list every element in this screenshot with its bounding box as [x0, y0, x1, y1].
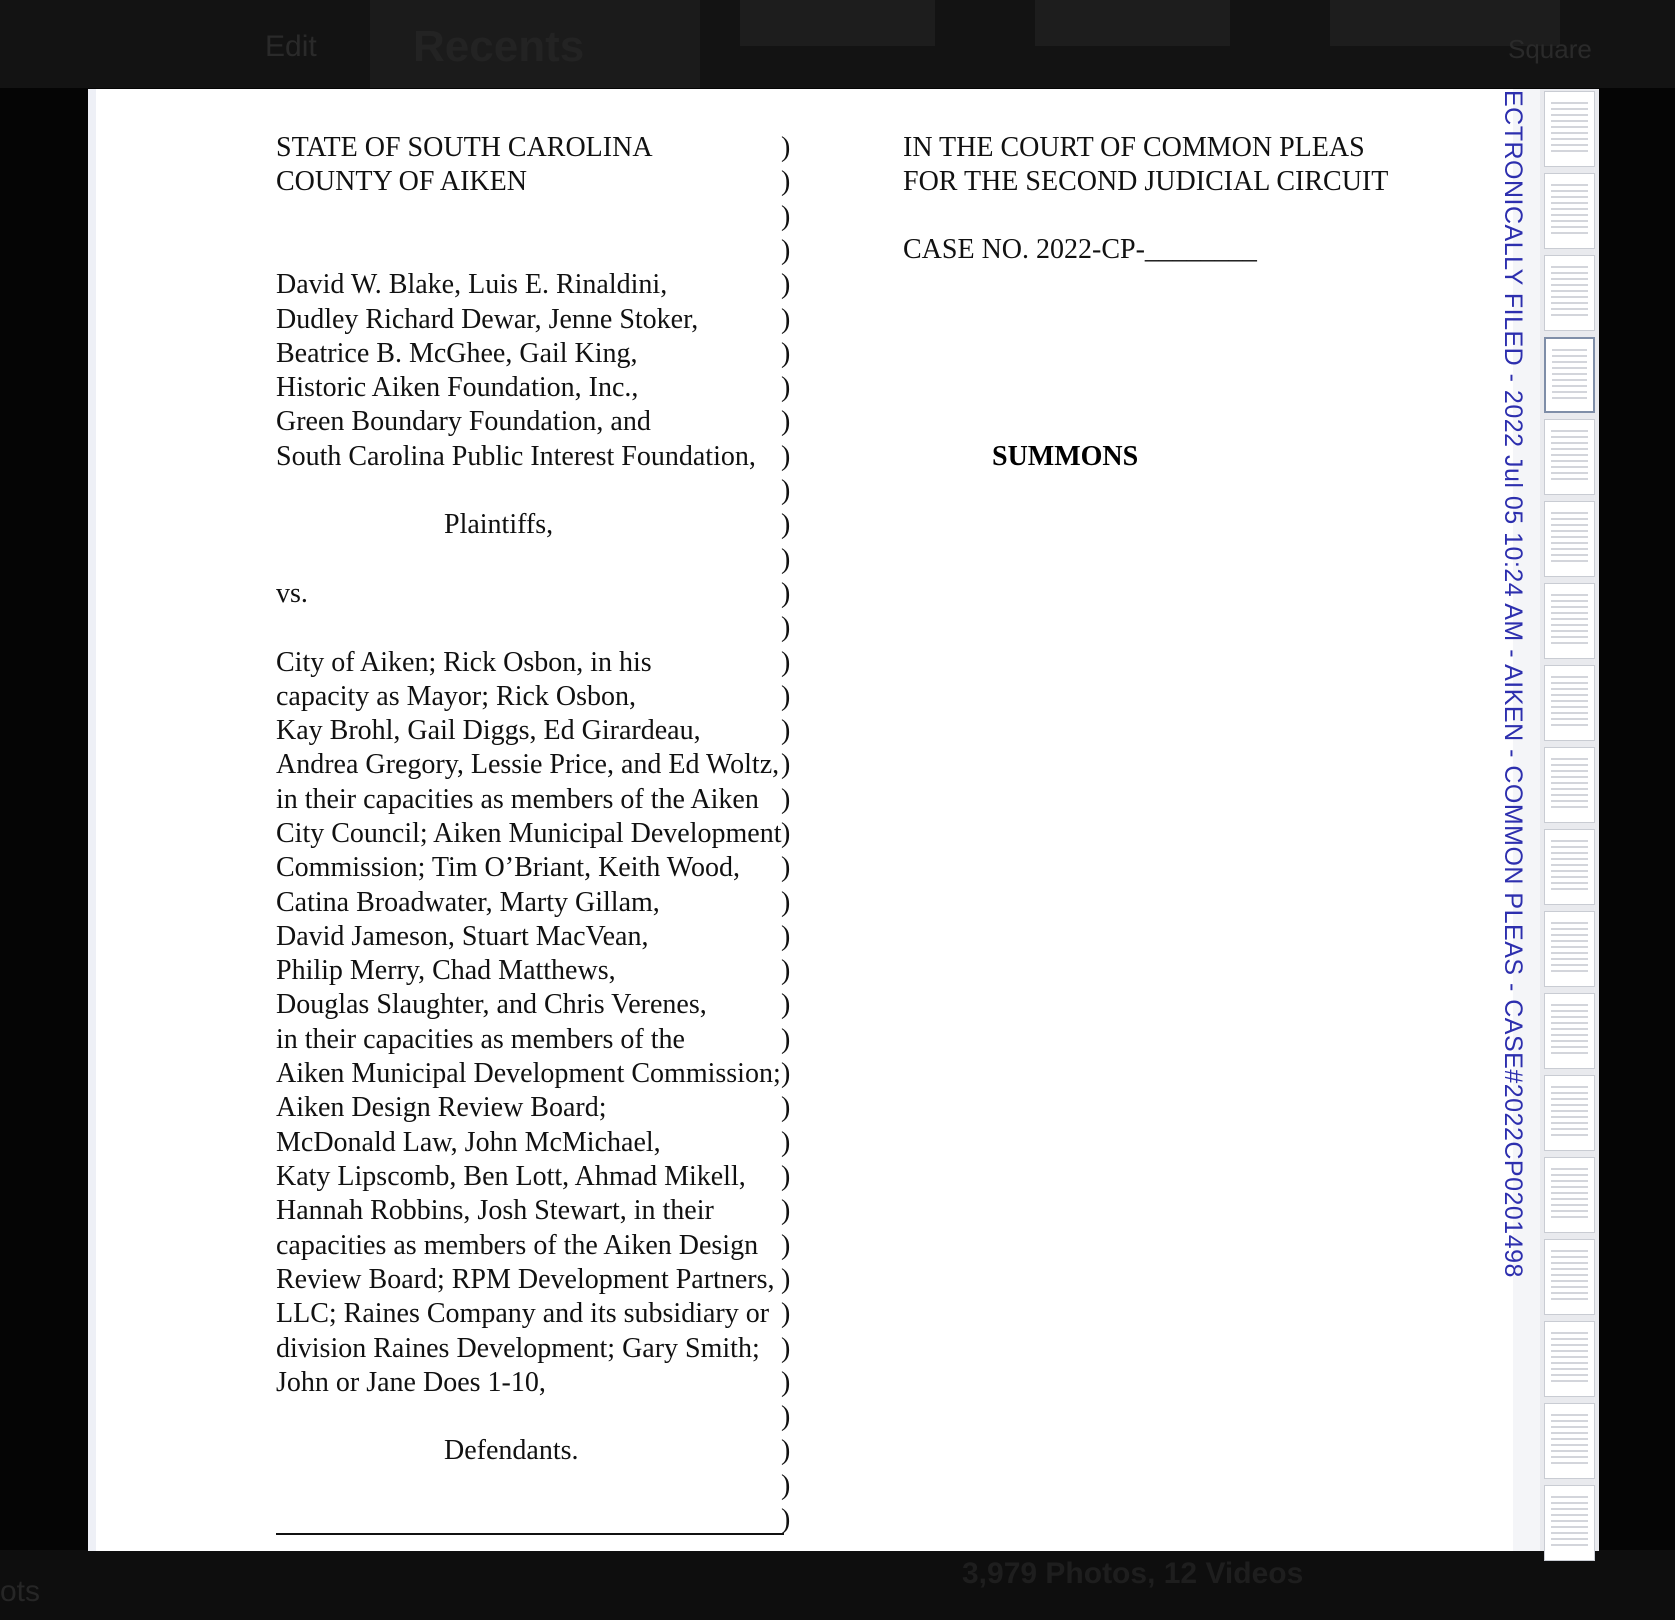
caption-line: Plaintiffs,: [444, 509, 554, 540]
caption-line: Aiken Design Review Board;: [276, 1092, 607, 1123]
caption-line: McDonald Law, John McMichael,: [276, 1127, 661, 1158]
caption-parenthesis: ): [781, 1195, 791, 1226]
page-thumbnail[interactable]: [1544, 1239, 1595, 1315]
caption-parenthesis: ): [781, 578, 791, 609]
document-title: SUMMONS: [992, 441, 1139, 472]
caption-parenthesis: ): [781, 681, 791, 712]
caption-parenthesis: ): [781, 132, 791, 163]
library-count: 3,979 Photos, 12 Videos: [962, 1557, 1304, 1590]
caption-parenthesis: ): [781, 1127, 791, 1158]
page-thumbnail[interactable]: [1544, 1403, 1595, 1479]
court-line-1: IN THE COURT OF COMMON PLEAS: [903, 132, 1365, 163]
page-thumbnail[interactable]: [1544, 173, 1595, 249]
recents-title: Recents: [413, 22, 585, 71]
square-button[interactable]: Square: [1508, 34, 1592, 64]
thumbnail-ghost: [1035, 0, 1230, 46]
caption-line: STATE OF SOUTH CAROLINA: [276, 132, 653, 163]
caption-line: COUNTY OF AIKEN: [276, 166, 527, 197]
caption-parenthesis: ): [781, 989, 791, 1020]
page-thumbnail[interactable]: [1544, 501, 1595, 577]
caption-parenthesis: ): [781, 955, 791, 986]
page-thumbnail-sidebar[interactable]: [1540, 89, 1599, 1551]
caption-line: Dudley Richard Dewar, Jenne Stoker,: [276, 304, 699, 335]
caption-parenthesis: ): [781, 235, 791, 266]
caption-line: David W. Blake, Luis E. Rinaldini,: [276, 269, 668, 300]
page-thumbnail[interactable]: [1544, 747, 1595, 823]
caption-parenthesis: ): [781, 406, 791, 437]
caption-parenthesis: ): [781, 1470, 791, 1501]
page-thumbnail[interactable]: [1544, 1321, 1595, 1397]
caption-line: Commission; Tim O’Briant, Keith Wood,: [276, 852, 740, 883]
edit-button[interactable]: Edit: [265, 30, 317, 63]
caption-parenthesis: ): [781, 1298, 791, 1329]
caption-parenthesis: ): [781, 269, 791, 300]
caption-parenthesis: ): [781, 749, 791, 780]
thumbnail-ghost: [740, 0, 935, 46]
caption-parenthesis: ): [781, 784, 791, 815]
caption-underline: [276, 1533, 784, 1535]
caption-line: Green Boundary Foundation, and: [276, 406, 651, 437]
caption-parenthesis: ): [781, 201, 791, 232]
caption-line: Hannah Robbins, Josh Stewart, in their: [276, 1195, 714, 1226]
caption-parenthesis: ): [781, 372, 791, 403]
document-page[interactable]: [88, 89, 1598, 1551]
caption-line: division Raines Development; Gary Smith;: [276, 1333, 760, 1364]
caption-line: Beatrice B. McGhee, Gail King,: [276, 338, 638, 369]
caption-line: Katy Lipscomb, Ben Lott, Ahmad Mikell,: [276, 1161, 746, 1192]
screenshots-tab-fragment[interactable]: ots: [0, 1575, 41, 1608]
caption-line: in their capacities as members of the Aiken: [276, 784, 759, 815]
caption-parenthesis: ): [781, 887, 791, 918]
caption-line: Historic Aiken Foundation, Inc.,: [276, 372, 639, 403]
page-thumbnail[interactable]: [1544, 665, 1595, 741]
electronic-filing-stamp: ECTRONICALLY FILED - 2022 Jul 05 10:24 AM - AIKEN - COMMON PLEAS - CASE#2022CP0201498: [1499, 90, 1527, 1278]
caption-line: capacities as members of the Aiken Design: [276, 1230, 759, 1261]
page-gutter: [88, 89, 96, 1551]
photos-top-bar: [0, 0, 1675, 88]
caption-parenthesis: ): [781, 509, 791, 540]
caption-line: Review Board; RPM Development Partners,: [276, 1264, 775, 1295]
caption-parenthesis: ): [781, 1333, 791, 1364]
caption-parenthesis: ): [781, 166, 791, 197]
caption-line: John or Jane Does 1-10,: [276, 1367, 546, 1398]
page-thumbnail[interactable]: [1544, 993, 1595, 1069]
caption-parenthesis: ): [781, 1024, 791, 1055]
caption-parenthesis: ): [781, 441, 791, 472]
caption-line: City of Aiken; Rick Osbon, in his: [276, 647, 652, 678]
caption-parenthesis: ): [781, 852, 791, 883]
caption-parenthesis: ): [781, 1367, 791, 1398]
caption-parenthesis: ): [781, 1264, 791, 1295]
caption-parenthesis: ): [781, 921, 791, 952]
caption-parenthesis: ): [781, 1401, 791, 1432]
caption-parenthesis: ): [781, 1058, 791, 1089]
caption-line: vs.: [276, 578, 308, 609]
caption-parenthesis: ): [781, 1161, 791, 1192]
caption-line: Philip Merry, Chad Matthews,: [276, 955, 616, 986]
page-thumbnail[interactable]: [1544, 419, 1595, 495]
caption-parenthesis: ): [781, 715, 791, 746]
caption-parenthesis: ): [781, 1504, 791, 1535]
caption-parenthesis: ): [781, 818, 791, 849]
caption-line: Catina Broadwater, Marty Gillam,: [276, 887, 660, 918]
caption-line: Andrea Gregory, Lessie Price, and Ed Woltz,: [276, 749, 780, 780]
caption-parenthesis: ): [781, 647, 791, 678]
page-thumbnail[interactable]: [1544, 583, 1595, 659]
caption-line: South Carolina Public Interest Foundation,: [276, 441, 756, 472]
caption-line: Douglas Slaughter, and Chris Verenes,: [276, 989, 707, 1020]
caption-line: Aiken Municipal Development Commission;: [276, 1058, 781, 1089]
caption-parenthesis: ): [781, 1092, 791, 1123]
case-number: CASE NO. 2022-CP-________: [903, 234, 1257, 265]
caption-line: in their capacities as members of the: [276, 1024, 685, 1055]
page-thumbnail[interactable]: [1544, 1157, 1595, 1233]
page-thumbnail[interactable]: [1544, 91, 1595, 167]
photos-bottom-bar: [0, 1550, 1675, 1620]
page-thumbnail[interactable]: [1544, 255, 1595, 331]
caption-parenthesis: ): [781, 1435, 791, 1466]
page-thumbnail[interactable]: [1544, 829, 1595, 905]
caption-parenthesis: ): [781, 1230, 791, 1261]
caption-line: capacity as Mayor; Rick Osbon,: [276, 681, 637, 712]
page-thumbnail[interactable]: [1544, 911, 1595, 987]
caption-parenthesis: ): [781, 475, 791, 506]
caption-line: City Council; Aiken Municipal Development: [276, 818, 782, 849]
page-thumbnail[interactable]: [1544, 337, 1595, 413]
caption-line: Defendants.: [444, 1435, 579, 1466]
caption-line: Kay Brohl, Gail Diggs, Ed Girardeau,: [276, 715, 701, 746]
caption-parenthesis: ): [781, 544, 791, 575]
page-thumbnail[interactable]: [1544, 1075, 1595, 1151]
court-line-2: FOR THE SECOND JUDICIAL CIRCUIT: [903, 166, 1389, 197]
caption-parenthesis: ): [781, 612, 791, 643]
page-thumbnail[interactable]: [1544, 1485, 1595, 1561]
caption-parenthesis: ): [781, 338, 791, 369]
caption-parenthesis: ): [781, 304, 791, 335]
caption-line: LLC; Raines Company and its subsidiary or: [276, 1298, 770, 1329]
caption-line: David Jameson, Stuart MacVean,: [276, 921, 649, 952]
